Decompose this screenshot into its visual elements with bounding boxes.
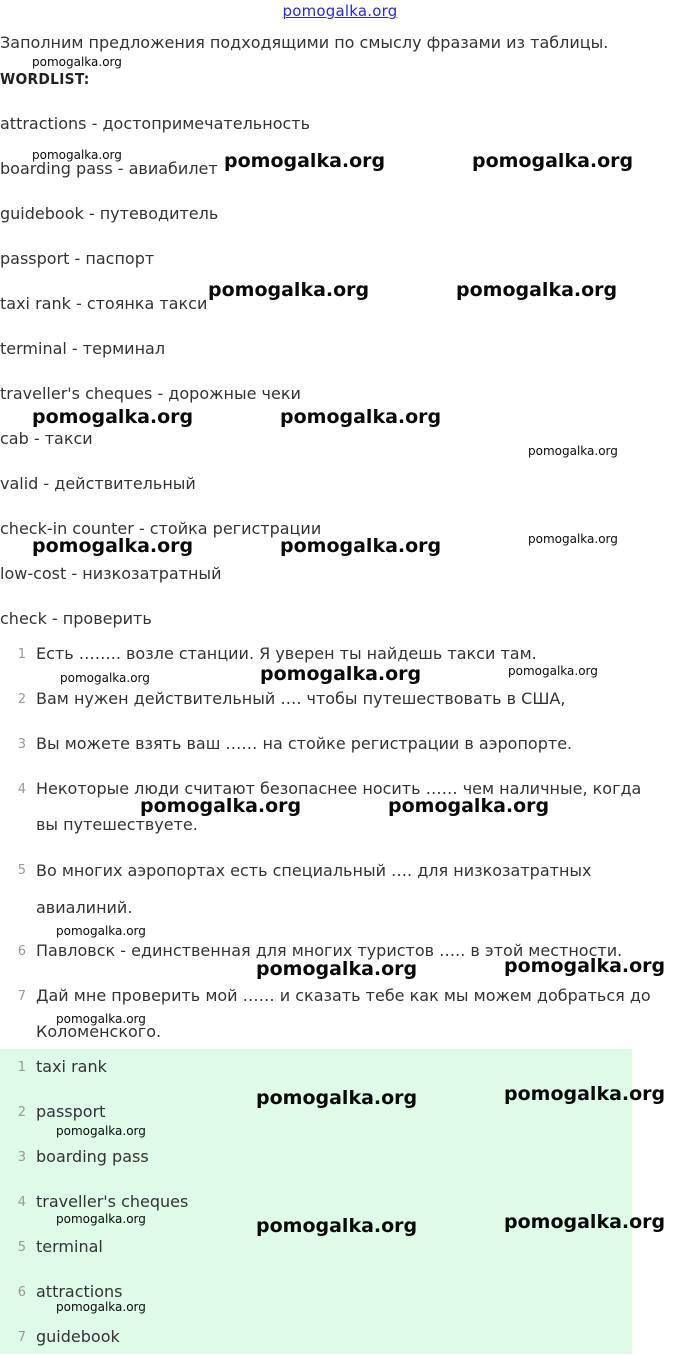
sentence-text: Некоторые люди считают безопаснее носить …… чем наличные, когда вы путешествуете. [36,779,642,834]
sentence-text: Павловск - единственная для многих туристов ….. в этой местности. [36,941,623,960]
watermark: pomogalka.org [60,671,150,685]
sentence-text: Есть …….. возле станции. Я уверен ты найдешь такси там. [36,644,537,663]
answer-number: 6 [17,1285,26,1300]
watermark: pomogalka.org [456,279,618,301]
watermark: pomogalka.org [256,1215,418,1237]
wordlist-item: boarding pass - авиабилет [0,159,218,178]
watermark: pomogalka.org [504,1211,666,1233]
answer-number: 7 [17,1330,26,1345]
wordlist-item: cab - такси [0,429,93,448]
sentence-number: 2 [17,692,26,707]
answer-number: 3 [17,1150,26,1165]
wordlist-item: check-in counter - стойка регистрации [0,519,322,538]
wordlist-item: attractions - достопримечательность [0,114,311,133]
sentence-number: 6 [17,944,26,959]
watermark: pomogalka.org [256,1087,418,1109]
watermark: pomogalka.org [260,663,422,685]
watermark: pomogalka.org [504,955,666,977]
answer-text: boarding pass [36,1147,149,1166]
watermark: pomogalka.org [528,532,618,546]
answer-number: 1 [17,1060,26,1075]
watermark: pomogalka.org [528,444,618,458]
watermark: pomogalka.org [280,535,442,557]
answer-number: 4 [17,1195,26,1210]
watermark: pomogalka.org [56,1124,146,1138]
answer-text: guidebook [36,1327,120,1346]
watermark: pomogalka.org [56,1300,146,1314]
sentence-number: 7 [17,989,26,1004]
watermark: pomogalka.org [32,55,122,69]
watermark: pomogalka.org [56,924,146,938]
watermark: pomogalka.org [32,535,194,557]
sentence-text: Вам нужен действительный …. чтобы путешествовать в США, [36,689,566,708]
wordlist-item: check - проверить [0,609,152,628]
watermark: pomogalka.org [32,148,122,162]
wordlist-item: valid - действительный [0,474,196,493]
sentence-number: 5 [17,863,26,878]
sentence-number: 1 [17,647,26,662]
watermark: pomogalka.org [32,406,194,428]
watermark: pomogalka.org [56,1212,146,1226]
watermark: pomogalka.org [224,150,386,172]
answer-text: traveller's cheques [36,1192,189,1211]
watermark: pomogalka.org [56,1012,146,1026]
answer-text: terminal [36,1237,103,1256]
intro-text: Заполним предложения подходящими по смыслу фразами из таблицы. [0,33,609,52]
wordlist-item: guidebook - путеводитель [0,204,219,223]
sentence-number: 3 [17,737,26,752]
site-logo-link[interactable]: pomogalka.org [282,2,398,20]
answer-number: 5 [17,1240,26,1255]
answer-text: attractions [36,1282,123,1301]
wordlist-item: low-cost - низкозатратный [0,564,222,583]
answer-text: taxi rank [36,1057,107,1076]
watermark: pomogalka.org [256,958,418,980]
wordlist-item: terminal - терминал [0,339,166,358]
watermark: pomogalka.org [208,279,370,301]
sentence-text: Дай мне проверить мой …… и сказать тебе как мы можем добраться до Коломенского. [36,986,651,1041]
sentence-number: 4 [17,782,26,797]
watermark: pomogalka.org [140,795,302,817]
watermark: pomogalka.org [280,406,442,428]
sentence-text: Вы можете взять ваш …… на стойке регистрации в аэропорте. [36,734,573,753]
wordlist-item: traveller's cheques - дорожные чеки [0,384,301,403]
sentence-text: Во многих аэропортах есть специальный …. для низкозатратных авиалиний. [36,861,592,917]
answer-text: passport [36,1102,106,1121]
watermark: pomogalka.org [472,150,634,172]
watermark: pomogalka.org [508,664,598,678]
wordlist-item: taxi rank - стоянка такси [0,294,208,313]
answer-number: 2 [17,1105,26,1120]
wordlist-item: passport - паспорт [0,249,155,268]
wordlist-title: WORDLIST: [0,70,90,88]
watermark: pomogalka.org [504,1083,666,1105]
watermark: pomogalka.org [388,795,550,817]
